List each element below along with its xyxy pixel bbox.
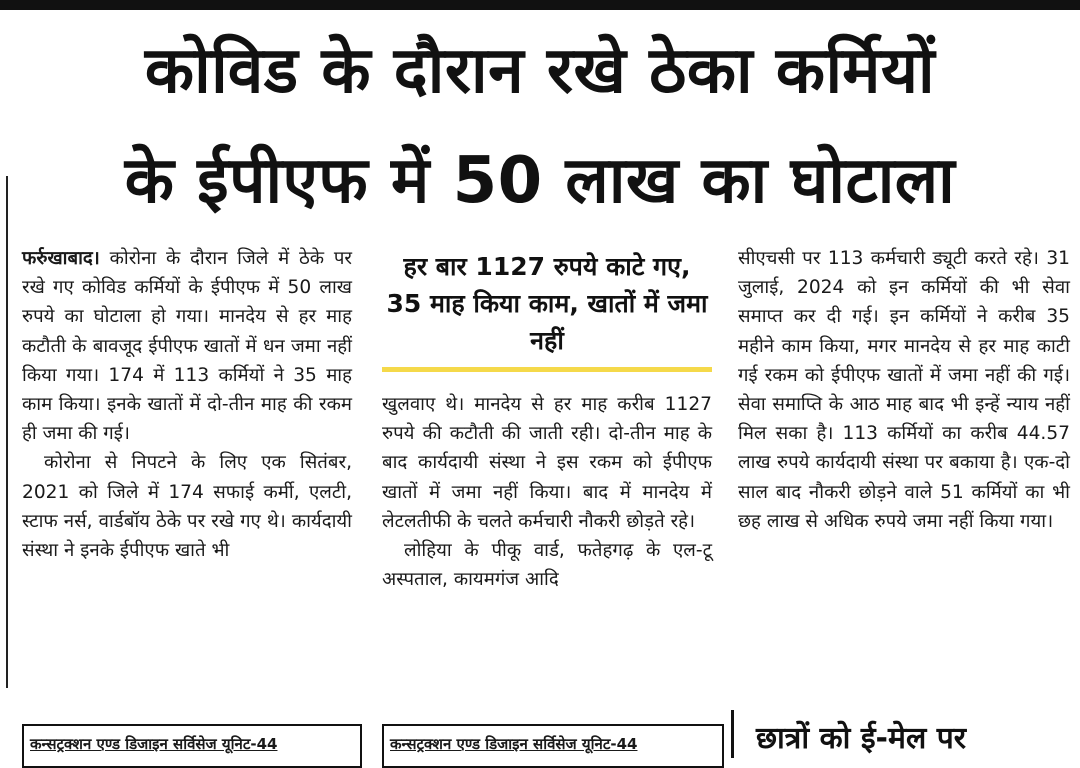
bottom-ad-box-1 bbox=[22, 724, 362, 768]
headline-line-1: कोविड के दौरान रखे ठेका कर्मियों bbox=[144, 34, 936, 108]
paragraph: खुलवाए थे। मानदेय से हर माह करीब 1127 रुपये की कटौती की जाती रही। दो-तीन माह के बाद कार्यदायी संस्था ने इस रकम को ईपीएफ खातों में जमा नहीं किया। बाद में मानदेय में लेटलतीफी के चलते कर्मचारी नौकरी छोड़ते रहे। bbox=[382, 394, 712, 532]
paragraph: सीएचसी पर 113 कर्मचारी ड्यूटी करते रहे। 31 जुलाई, 2024 को इन कर्मियों की भी सेवा समाप्त कर दी गई। इन कर्मियों ने करीब 35 महीने काम किया, मगर मानदेय से हर माह काटी गई रकम को ईपीएफ खातों में जमा नहीं की गई। सेवा समाप्ति के आठ माह बाद भी इन्हें न्याय नहीं मिल सका है। 113 कर्मियों का करीब 44.57 लाख रुपये कार्यदायी संस्था पर बकाया है। एक-दो साल बाद नौकरी छोड़ने वाले 51 कर्मियों का भी छह लाख से अधिक रुपये जमा नहीं किया गया। bbox=[738, 248, 1070, 532]
subheadline-highlight bbox=[382, 367, 712, 372]
subheadline: हर बार 1127 रुपये काटे गए, 35 माह किया काम, खातों में जमा नहीं bbox=[386, 252, 708, 355]
column-divider bbox=[731, 710, 734, 758]
left-column-rule bbox=[6, 176, 8, 688]
paragraph-text: कोरोना के दौरान जिले में ठेके पर रखे गए कोविड कर्मियों के ईपीएफ में 50 लाख रुपये का घोटाला हो गया। मानदेय से हर माह कटौती के बावजूद ईपीएफ खातों में धन जमा नहीं किया गया। 174 में 113 कर्मियों ने 35 माह काम किया। इनके खातों में दो-तीन माह की रकम ही जमा की गई। bbox=[22, 248, 352, 445]
bottom-ad-box-2 bbox=[382, 724, 724, 768]
top-border bbox=[0, 0, 1080, 10]
article-column-2 bbox=[382, 390, 712, 594]
paragraph: कोरोना से निपटने के लिए एक सितंबर, 2021 को जिले में 174 सफाई कर्मी, एलटी, स्टाफ नर्स, वार्डबॉय ठेके पर रखे गए थे। कार्यदायी संस्था ने इनके ईपीएफ खाते भी bbox=[22, 452, 352, 562]
article-column-1 bbox=[22, 244, 352, 565]
ad-text: कन्सट्रक्शन एण्ड डिजाइन सर्विसेज यूनिट-44 bbox=[390, 735, 638, 753]
ad-text: कन्सट्रक्शन एण्ड डिजाइन सर्विसेज यूनिट-44 bbox=[30, 735, 278, 753]
headline-line-2: के ईपीएफ में 50 लाख का घोटाला bbox=[124, 144, 956, 218]
dateline: फर्रुखाबाद। bbox=[22, 248, 100, 269]
paragraph: लोहिया के पीकू वार्ड, फतेहगढ़ के एल-टू अस्पताल, कायमगंज आदि bbox=[382, 540, 712, 591]
article-column-3 bbox=[738, 244, 1070, 536]
paragraph bbox=[22, 244, 352, 448]
next-article-teaser: छात्रों को ई-मेल पर bbox=[756, 721, 967, 756]
